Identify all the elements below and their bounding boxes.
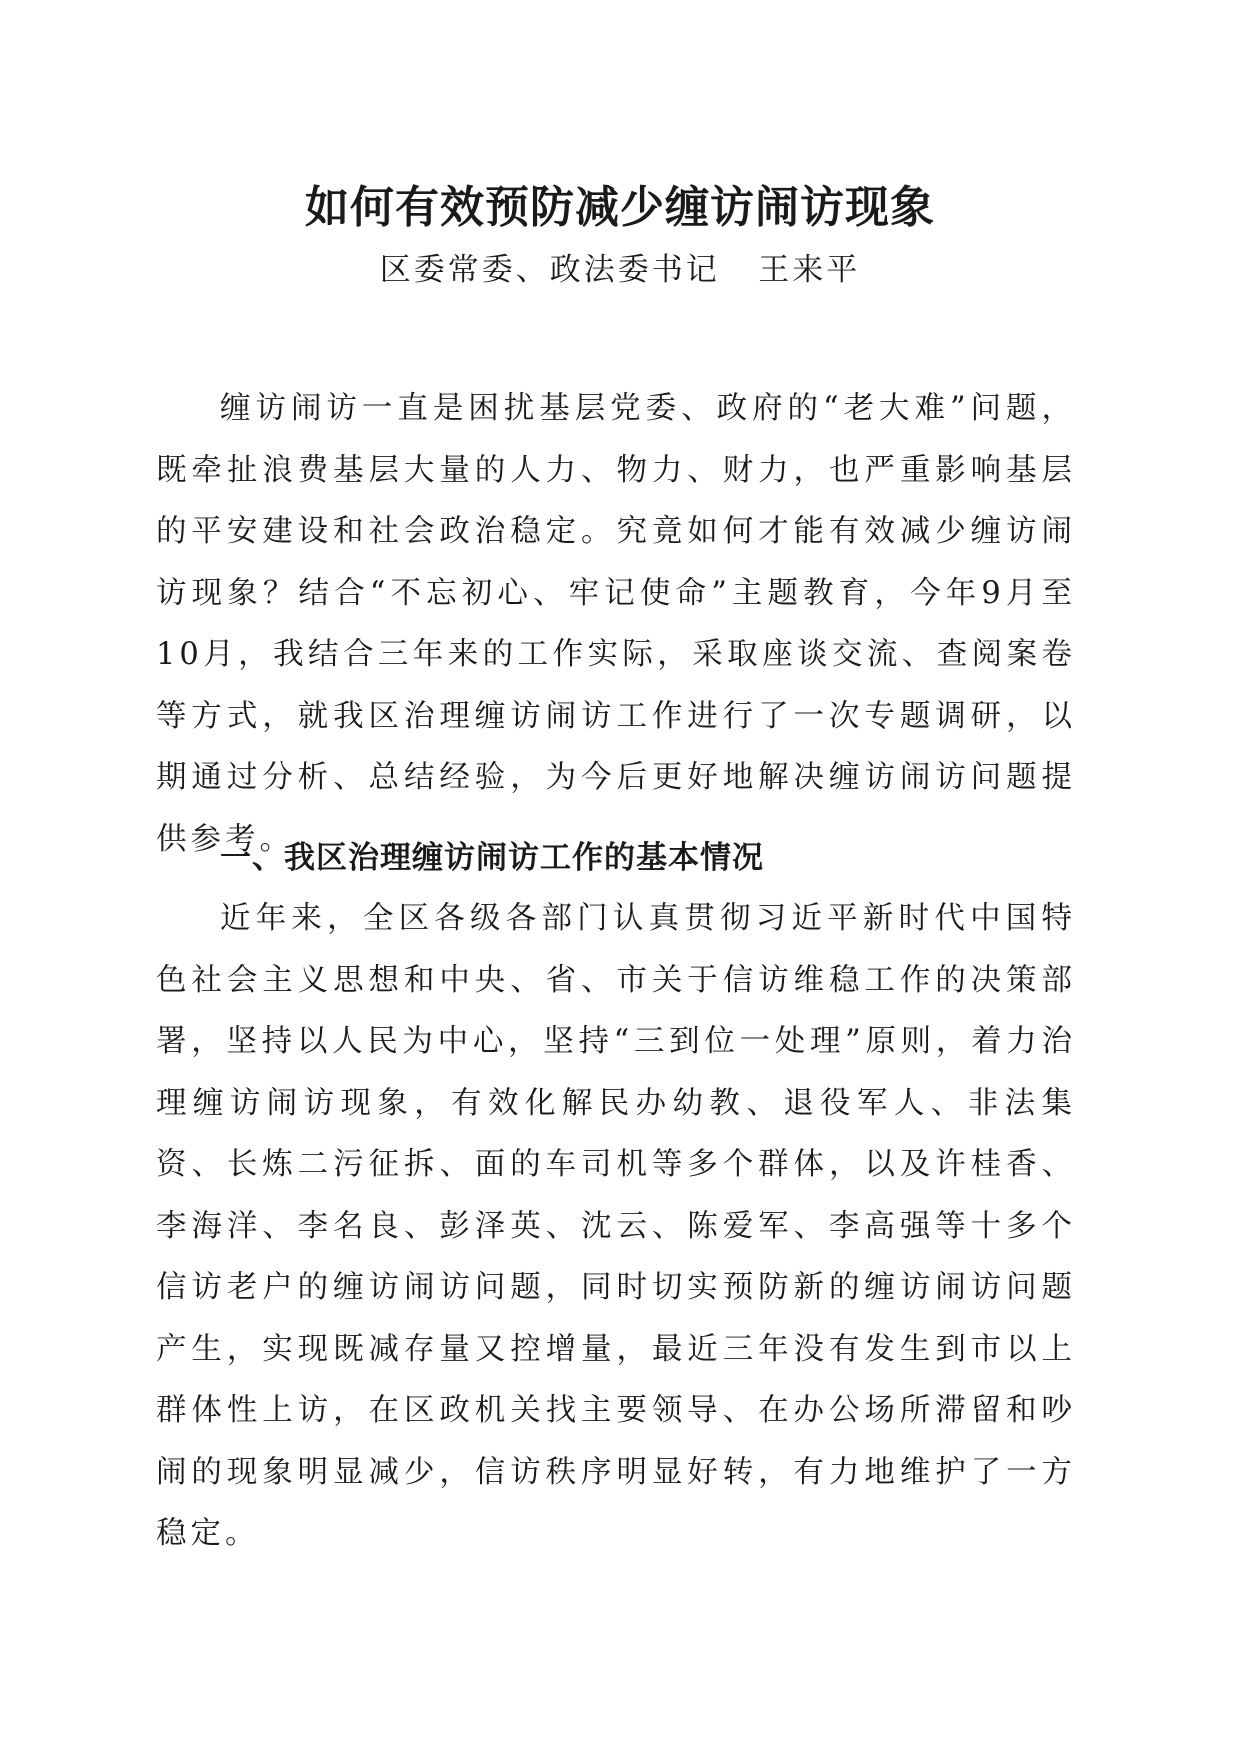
author-byline: 区委常委、政法委书记 王来平 bbox=[379, 252, 861, 288]
section-paragraph: 近年来，全区各级各部门认真贯彻习近平新时代中国特色社会主义思想和中央、省、市关于信访维稳工作的决策部署，坚持以人民为中心，坚持“三到位一处理”原则，着力治理缠访闹访现象，有效化解民办幼教、退役军人、非法集资、长炼二污征拆、面的车司机等多个群体，以及许桂香、李海洋、李名良、彭泽英、沈云、陈爱军、李高强等十多个信访老户的缠访闹访问题，同时切实预防新的缠访闹访问题产生，实现既减存量又控增量，最近三年没有发生到市以上群体性上访，在区政机关找主要领导、在办公场所滞留和吵闹的现象明显减少，信访秩序明显好转，有力地维护了一方稳定。 bbox=[156, 901, 1076, 1551]
section-heading: 一、我区治理缠访闹访工作的基本情况 bbox=[220, 840, 764, 876]
intro-paragraph: 缠访闹访一直是困扰基层党委、政府的“老大难”问题，既牵扯浪费基层大量的人力、物力、财力，也严重影响基层的平安建设和社会政治稳定。究竟如何才能有效减少缠访闹访现象？结合“不忘初心、牢记使命”主题教育，今年9月至10月，我结合三年来的工作实际，采取座谈交流、查阅案卷等方式，就我区治理缠访闹访工作进行了一次专题调研，以期通过分析、总结经验，为今后更好地解决缠访闹访问题提供参考。 bbox=[156, 391, 1076, 857]
document-title: 如何有效预防减少缠访闹访现象 bbox=[305, 182, 935, 233]
